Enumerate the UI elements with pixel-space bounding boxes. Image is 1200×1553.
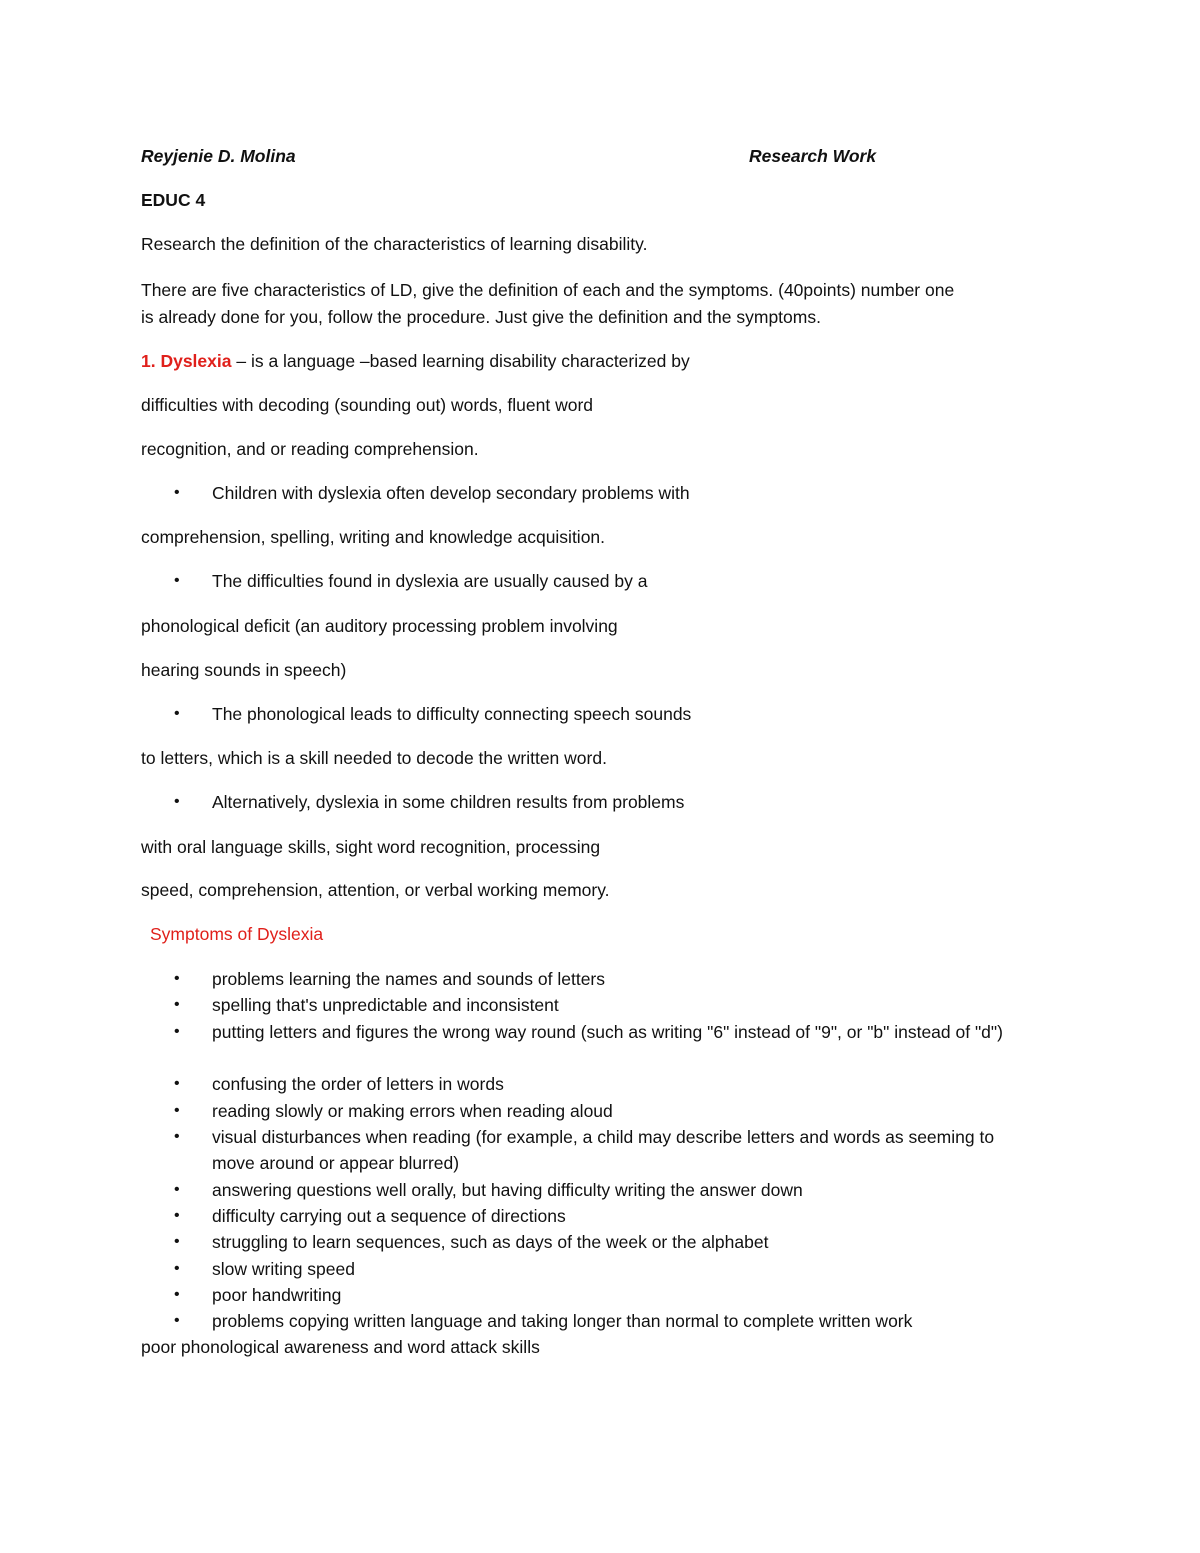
bullet-marker: • [174,484,180,501]
bullet-marker: • [174,996,180,1013]
dyslexia-heading: 1. Dyslexia [141,351,232,371]
symptom-text: putting letters and figures the wrong way round (such as writing "6" instead of "9", or "b" instead of "d") [212,1022,1003,1042]
symptom-item [141,1071,1141,1097]
bullet-marker: • [174,705,180,722]
point-continuation: to letters, which is a skill needed to decode the written word. [141,748,607,768]
bullet-marker: • [174,1102,180,1119]
symptom-item [141,1282,1141,1308]
symptom-text: poor handwriting [212,1285,342,1305]
author-name: Reyjenie D. Molina [141,146,296,166]
symptom-item [141,966,1141,992]
bullet-marker: • [174,1181,180,1198]
symptom-text: problems copying written language and taking longer than normal to complete written work [212,1311,913,1331]
instruction-line-2b: is already done for you, follow the procedure. Just give the definition and the symptoms. [141,307,821,327]
instruction-line-2a: There are five characteristics of LD, give the definition of each and the symptoms. (40points) number one [141,280,955,300]
symptom-text: difficulty carrying out a sequence of directions [212,1206,566,1226]
symptom-text: answering questions well orally, but having difficulty writing the answer down [212,1180,803,1200]
point-text: The difficulties found in dyslexia are usually caused by a [212,571,648,591]
symptom-item [141,1098,1141,1124]
symptom-item [141,1177,1141,1203]
symptom-text: struggling to learn sequences, such as days of the week or the alphabet [212,1232,769,1252]
bullet-marker: • [174,1233,180,1250]
bullet-marker: • [174,1286,180,1303]
symptom-item [141,992,1141,1018]
point-continuation: speed, comprehension, attention, or verbal working memory. [141,880,610,900]
symptom-item [141,1019,1021,1045]
symptom-text: problems learning the names and sounds of letters [212,969,606,989]
symptom-item [141,1256,1141,1282]
bullet-marker: • [174,1075,180,1092]
point-continuation: phonological deficit (an auditory processing problem involving [141,616,618,636]
point-continuation: with oral language skills, sight word recognition, processing [141,837,601,857]
point-text: Alternatively, dyslexia in some children results from problems [212,792,685,812]
point-text: Children with dyslexia often develop secondary problems with [212,483,690,503]
symptom-item [141,1203,1141,1229]
bullet-marker: • [174,1260,180,1277]
symptom-text: visual disturbances when reading (for example, a child may describe letters and words as seeming to move around or appear blurred) [212,1127,995,1173]
bullet-marker: • [174,1128,180,1145]
point-continuation: comprehension, spelling, writing and knowledge acquisition. [141,527,606,547]
bullet-marker: • [174,970,180,987]
dyslexia-definition-text: – is a language –based learning disability characterized by [231,351,690,371]
symptom-text: spelling that's unpredictable and inconsistent [212,995,559,1015]
symptom-text: confusing the order of letters in words [212,1074,504,1094]
symptom-item [141,1229,1141,1255]
symptom-item [141,1124,1021,1176]
point-text: The phonological leads to difficulty connecting speech sounds [212,704,692,724]
bullet-marker: • [174,1312,180,1329]
dyslexia-definition-line-1 [141,350,690,372]
symptom-text: slow writing speed [212,1259,355,1279]
dyslexia-definition-line-3: recognition, and or reading comprehension. [141,439,479,459]
symptoms-heading: Symptoms of Dyslexia [150,924,324,944]
instruction-line-1: Research the definition of the characteristics of learning disability. [141,234,648,254]
point-continuation: hearing sounds in speech) [141,660,347,680]
bullet-marker: • [174,1023,180,1040]
bullet-marker: • [174,1207,180,1224]
course-code: EDUC 4 [141,190,206,210]
bullet-marker: • [174,793,180,810]
symptom-item [141,1308,1141,1334]
bullet-marker: • [174,572,180,589]
document-title: Research Work [749,146,877,166]
dyslexia-definition-line-2: difficulties with decoding (sounding out) words, fluent word [141,395,594,415]
symptom-text: reading slowly or making errors when reading aloud [212,1101,613,1121]
symptom-trailing-line: poor phonological awareness and word attack skills [141,1337,540,1357]
